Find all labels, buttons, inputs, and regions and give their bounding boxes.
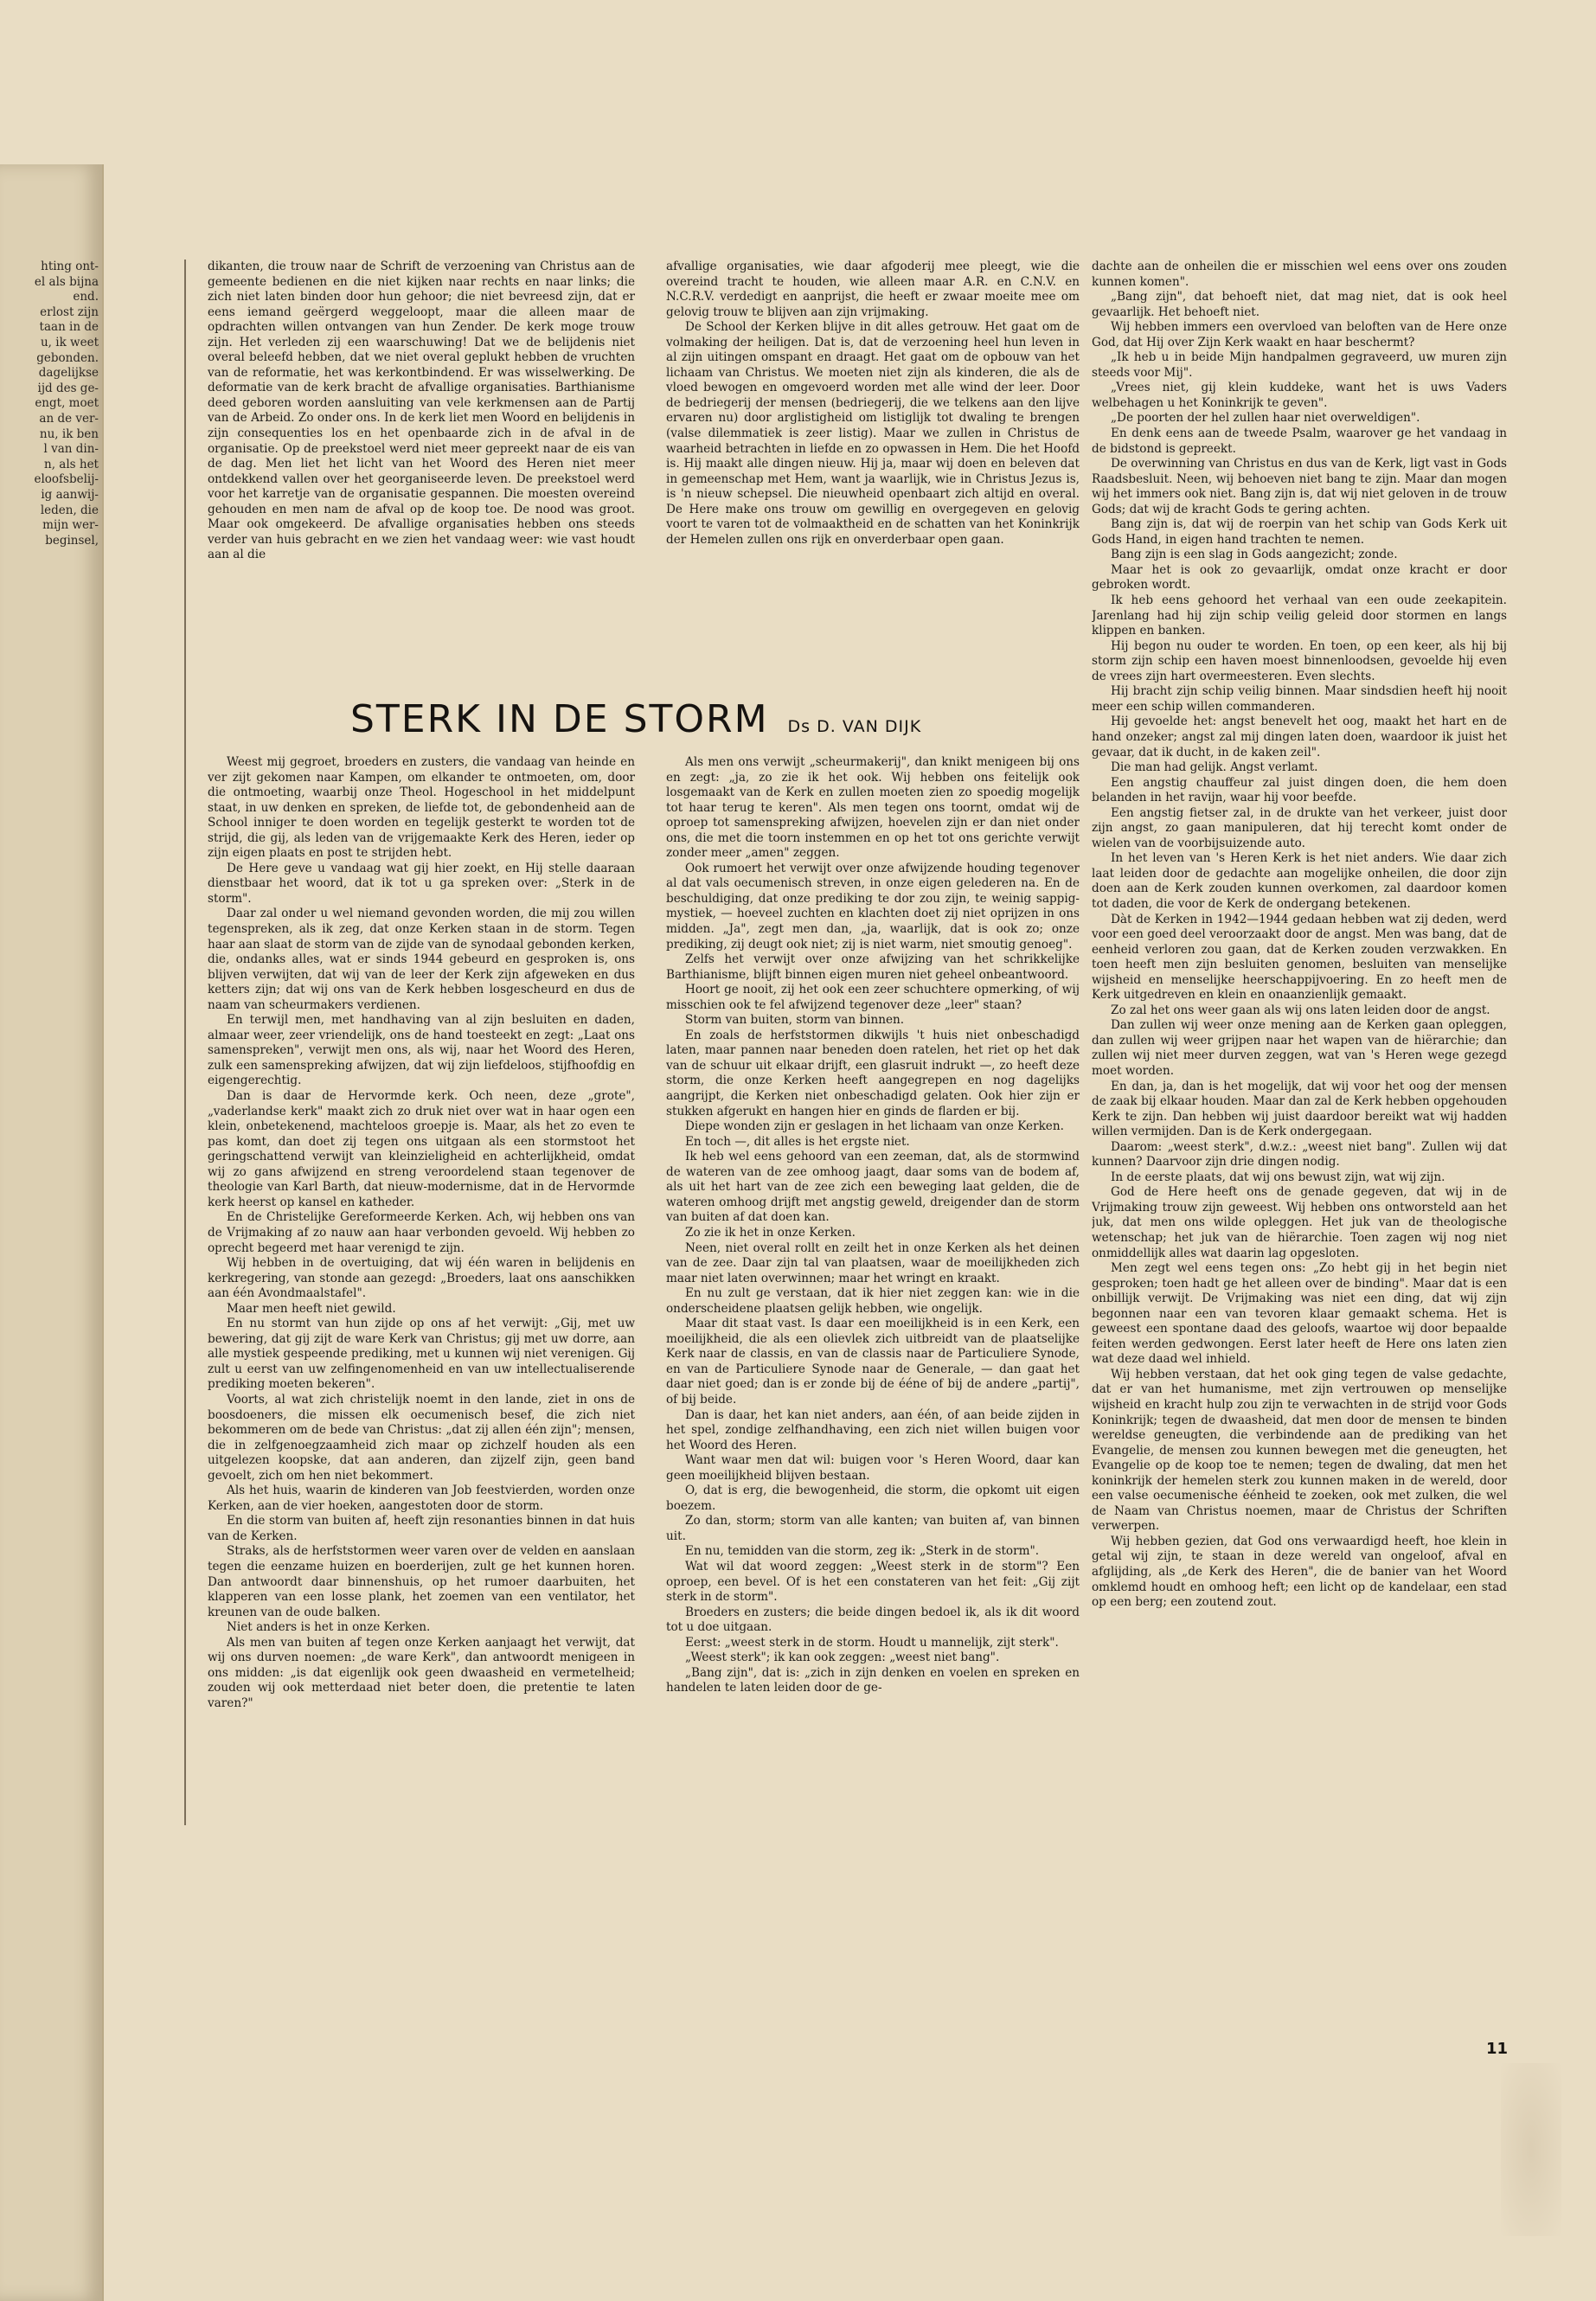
paragraph: Want waar men dat wil: buigen voor 's Heren Woord, daar kan geen moeilijkheid blijven bestaan. bbox=[666, 1453, 1080, 1483]
paragraph: In de eerste plaats, dat wij ons bewust zijn, wat wij zijn. bbox=[1111, 1170, 1445, 1184]
paragraph: De School der Kerken blijve in dit alles getrouw. Het gaat om de volmaking der heiligen. Dat is, dat de verzoening heel hun leven in al zijn uitingen omspant en draagt. Het gaat om de opbouw van het lichaam van Christus. We moeten niet zijn als kinderen, die als de vloed bewogen en omgevoerd worden met alle wind der leer. Door de bedriegerij der mensen (bedriegerij, die we telkens aan den lijve ervaren nu) door arglistigheid om listiglijk tot dwaling te brengen (valse dilemmatiek is zeer listig). Maar we zullen in Christus de waarheid betrachten in liefde en zo opwassen in Hem. Die het Hoofd is. Hij maakt alle dingen nieuw. Hij ja, maar wij doen en beleven dat in gemeenschap met Hem, want ja waarlijk, wie in Christus Jezus is, is 'n nieuw schepsel. Die nieuwheid openbaart zich altijd en overal. De Here make ons trouw om gewillig en overgegeven en gelovig voort te varen tot de volmaaktheid en de schatten van het Koninkrijk der Hemelen zullen ons rijk en onverderbaar open gaan. bbox=[666, 320, 1080, 547]
paragraph: God de Here heeft ons de genade gegeven, dat wij in de Vrijmaking trouw zijn geweest. Wij hebben ons ontworsteld aan het juk, dat men ons wilde opleggen. Het juk van de theologische wetenschap; het juk van de hiërarchie. Toen zagen wij nog niet onmiddellijk alles wat daarin lag opgesloten. bbox=[1092, 1185, 1507, 1260]
paragraph: Wij hebben immers een overvloed van beloften van de Here onze God, dat Hij over Zijn Kerk waakt en haar beschermt? bbox=[1092, 320, 1507, 349]
previous-page-fragment: mijn wer- bbox=[42, 518, 99, 533]
paragraph: Wij hebben gezien, dat God ons verwaardigd heeft, hoe klein in getal wij zijn, te staan in deze wereld van ongeloof, afval en afglijding, als „de Kerk des Heren", die de banier van het Woord omklemd houdt en omhoog heft; een licht op de kandelaar, een stad op een berg; een zoutend zout. bbox=[1092, 1534, 1507, 1610]
paragraph: Dan is daar de Hervormde kerk. Och neen, deze „grote", „vaderlandse kerk" maakt zich zo druk niet over wat in haar ogen een klein, onbetekenend, machteloos groepje is. Maar, als het zo even te pas komt, dan doet zij tegen ons uitgaan als een stormstoot het geringschattend verwijt van kleinzieligheid en achterlijkheid, omdat wij zo gans afwijzend en streng veroordelend staan tegenover de theologie van Karl Barth, dat nieuw-modernisme, dat in de Hervormde kerk heerst op kansel en katheder. bbox=[208, 1089, 635, 1209]
paragraph: Daarom: „weest sterk", d.w.z.: „weest niet bang". Zullen wij dat kunnen? Daarvoor zijn drie dingen nodig. bbox=[1092, 1139, 1507, 1170]
paragraph: En de Christelijke Gereformeerde Kerken. Ach, wij hebben ons van de Vrijmaking af zo nauw aan haar verbonden gevoeld. Wij hebben zo oprecht begeerd met haar verenigd te zijn. bbox=[208, 1210, 635, 1255]
paragraph: Hij bracht zijn schip veilig binnen. Maar sindsdien heeft hij nooit meer een schip willen commanderen. bbox=[1092, 684, 1507, 714]
article-author: Ds D. VAN DIJK bbox=[787, 717, 922, 736]
previous-page-fragment: an de ver- bbox=[39, 412, 99, 426]
paragraph: Bang zijn is een slag in Gods aangezicht; zonde. bbox=[1111, 548, 1398, 562]
previous-page-fragment: u, ik weet bbox=[40, 336, 99, 349]
paragraph: De Here geve u vandaag wat gij hier zoekt, en Hij stelle daaraan dienstbaar het woord, dat ik tot u ga spreken over: „Sterk in de storm". bbox=[208, 861, 635, 906]
paragraph: „Ik heb u in beide Mijn handpalmen gegraveerd, uw muren zijn steeds voor Mij". bbox=[1092, 350, 1507, 380]
paragraph: Weest mij gegroet, broeders en zusters, die vandaag van heinde en ver zijt gekomen naar Kampen, om elkander te ontmoeten, om, door die ontmoeting, waarbij onze Theol. Hogeschool in het middelpunt staat, in uw denken en spreken, de liefde tot, de gebondenheid aan de School inniger te doen worden en tegelijk gesterkt te worden tot de strijd, die gij, als leden van de vrijgemaakte Kerk des Heren, ieder op zijn eigen plaats en post te strijden hebt. bbox=[208, 755, 635, 861]
paragraph: dachte aan de onheilen die er misschien wel eens over ons zouden kunnen komen". bbox=[1092, 260, 1507, 289]
paragraph: Hij gevoelde het: angst benevelt het oog, maakt het hart en de hand onzeker; angst zal mij dingen laten doen, waardoor ik juist het gevaar, dat ik ducht, in de kaken zeil". bbox=[1092, 715, 1507, 760]
paragraph: Als het huis, waarin de kinderen van Job feestvierden, worden onze Kerken, aan de vier hoeken, aangestoten door de storm. bbox=[208, 1484, 635, 1513]
paragraph: En terwijl men, met handhaving van al zijn besluiten en daden, almaar weer, zeer vriendelijk, ons de hand toesteekt en zegt: „Laat ons samenspreken", verwijt men ons, als wij, naar het Woord des Heren, zulk een samenspreking afwijzen, dat wij zijn liefdeloos, stijfhoofdig en eigengerechtig. bbox=[208, 1013, 635, 1088]
paragraph: In het leven van 's Heren Kerk is het niet anders. Wie daar zich laat leiden door de gedachte aan mogelijke onheilen, die door zijn doen aan de Kerk zouden kunnen overkomen, zal daardoor komen tot daden, die voor de Kerk de ondergang betekenen. bbox=[1092, 851, 1507, 911]
paragraph: Men zegt wel eens tegen ons: „Zo hebt gij in het begin niet gesproken; toen hadt ge het alleen over de binding". Maar dat is een onbillijk verwijt. De Vrijmaking was niet een ding, dat wij zijn begonnen naar een van tevoren klaar gemaakt schema. Het is geweest een spontane daad des geloofs, waartoe wij door bepaalde feiten werden gedwongen. Eerst later heeft de Here ons laten zien wat deze daad wel inhield. bbox=[1092, 1261, 1507, 1367]
previous-page-fragment: eloofsbelij- bbox=[34, 472, 99, 487]
previous-page-fragment: ig aanwij- bbox=[41, 488, 99, 502]
previous-page-fragment: engt, moet bbox=[35, 396, 99, 411]
paragraph: Maar het is ook zo gevaarlijk, omdat onze kracht er door gebroken wordt. bbox=[1092, 562, 1507, 593]
page-number: 11 bbox=[1486, 2040, 1509, 2058]
paragraph: Een angstig chauffeur zal juist dingen doen, die hem doen belanden in het ravijn, waar hij voor beefde. bbox=[1092, 775, 1507, 805]
paragraph: Als men van buiten af tegen onze Kerken aanjaagt het verwijt, dat wij ons durven noemen: „de ware Kerk", dan antwoordt menigeen in ons midden: „is dat eigenlijk ook geen dwaasheid en vermetelheid; zouden wij ook metterdaad niet beter doen, die pretentie te laten varen?" bbox=[208, 1635, 635, 1710]
paragraph: Dan is daar, het kan niet anders, aan één, of aan beide zijden in het spel, zondige zelfhandhaving, een zich niet willen buigen voor het Woord des Heren. bbox=[666, 1407, 1080, 1452]
paragraph: En nu zult ge verstaan, dat ik hier niet zeggen kan: wie in die onderscheidene plaatsen gelijk hebben, wie ongelijk. bbox=[666, 1286, 1080, 1316]
previous-page-fragment: l van din- bbox=[43, 442, 99, 457]
paragraph: Niet anders is het in onze Kerken. bbox=[227, 1620, 431, 1635]
paragraph: Wij hebben verstaan, dat het ook ging tegen de valse gedachte, dat er van het humanisme, met zijn vertrouwen op menselijke wijsheid en kracht hulp zou zijn te verwachten in de strijd voor Gods Koninkrijk; tegen de dwaasheid, dat men door de mensen te binden wereldse geneugten, die verbindende aan de prediking van het Evangelie, de mensen zou kunnen bewegen met die geneugten, het Evangelie op de koop toe te nemen; tegen de dwaling, dat men het koninkrijk der hemelen sterk zou kunnen maken in de wereld, door een valse oecumenische éénheid te zoeken, ook met zulken, die wel de Naam van Christus noemen, maar de Christus der Schriften verwerpen. bbox=[1092, 1367, 1507, 1534]
previous-page-fragment: el als bijna bbox=[34, 274, 99, 289]
paragraph: En denk eens aan de tweede Psalm, waarover ge het vandaag in de bidstond is gepreekt. bbox=[1092, 426, 1507, 456]
article-title: STERK IN DE STORM bbox=[350, 697, 769, 741]
column-3 bbox=[1092, 260, 1507, 1994]
previous-page-fragment: dagelijkse bbox=[38, 366, 99, 381]
paragraph: Dan zullen wij weer onze mening aan de Kerken gaan opleggen, dan zullen wij weer grijpen naar het wapen van de hiërarchie; dan zullen wij niet meer durven zeggen, wat van 's Heren wege gezegd moet worden. bbox=[1092, 1018, 1507, 1078]
paragraph: En nu, temidden van die storm, zeg ik: „Sterk in de storm". bbox=[685, 1544, 1040, 1559]
paragraph: Hij begon nu ouder te worden. En toen, op een keer, als hij bij storm zijn schip een haven moest binnenloodsen, gevoelde hij even de vrees zijn hart overmeesteren. Even slechts. bbox=[1092, 638, 1507, 683]
previous-page-fragment: beginsel, bbox=[45, 533, 99, 548]
previous-page-fragment: end. bbox=[73, 290, 99, 304]
previous-page-fragment: ijd des ge- bbox=[37, 381, 99, 395]
paragraph: Ook rumoert het verwijt over onze afwijzende houding tegenover al dat vals oecumenisch streven, in onze eigen gelederen na. En de beschuldiging, dat onze prediking te dor zou zijn, te weinig sappig-mystiek, — hoeveel zuchten en klachten doet zij niet oprijzen in ons midden. „Ja", zegt men dan, „ja, waarlijk, dat is ook zo; onze prediking, zij deugt ook niet; zij is niet warm, niet smoutig genoeg". bbox=[666, 861, 1080, 952]
article-heading bbox=[350, 697, 1094, 749]
paragraph: „Bang zijn", dat behoeft niet, dat mag niet, dat is ook heel gevaarlijk. Het behoeft niet. bbox=[1092, 290, 1507, 319]
paragraph: Als men ons verwijt „scheurmakerij", dan knikt menigeen bij ons en zegt: „ja, zo zie ik het ook. Wij hebben ons feitelijk ook losgemaakt van de Kerk en zullen moeten zien zo spoedig mogelijk tot haar terug te keren". Als men tegen ons toornt, omdat wij de oproep tot samenspreking afwijzen, hoevelen zijn er dan niet onder ons, die met die toorn instemmen en op het tot ons gerichte verwijt zonder meer „amen" zeggen. bbox=[666, 755, 1080, 861]
paragraph: Storm van buiten, storm van binnen. bbox=[685, 1013, 905, 1028]
paragraph: Maar dit staat vast. Is daar een moeilijkheid is in een Kerk, een moeilijkheid, die als een olievlek zich uitbreidt van de plaatselijke Kerk naar de classis, en van de classis naar de Particuliere Synode, en van de Particuliere Synode naar de Generale, — dan gaat het daar niet goed; dan is er zonde bij de ééne of bij de andere „partij", of bij beide. bbox=[666, 1317, 1080, 1407]
paragraph: Wij hebben in de overtuiging, dat wij één waren in belijdenis en kerkregering, van stonde aan gezegd: „Broeders, laat ons aanschikken aan één Avondmaalstafel". bbox=[208, 1256, 635, 1301]
previous-page-fragment: erlost zijn bbox=[40, 304, 99, 319]
previous-page-fragment: taan in de bbox=[39, 320, 99, 335]
paragraph: Zo dan, storm; storm van alle kanten; van buiten af, van binnen uit. bbox=[666, 1514, 1080, 1543]
paragraph: Eerst: „weest sterk in de storm. Houdt u mannelijk, zijt sterk". bbox=[685, 1635, 1059, 1650]
paragraph: Ik heb wel eens gehoord van een zeeman, dat, als de stormwind de wateren van de zee omhoog jaagt, daar soms van de bodem af, als uit het hart van de zee zich een beweging laat gelden, die de wateren omhoog drijft met angstig geweld, dreigender dan de storm van buiten af dat doen kan. bbox=[666, 1150, 1080, 1225]
previous-page-fragment: gebonden. bbox=[36, 350, 99, 365]
paragraph: Zo zal het ons weer gaan als wij ons laten leiden door de angst. bbox=[1111, 1003, 1490, 1017]
previous-page-fragment: nu, ik ben bbox=[39, 426, 99, 441]
paragraph: Wat wil dat woord zeggen: „Weest sterk in de storm"? Een oproep, een bevel. Of is het een constateren van het feit: „Gij zijt sterk in de storm". bbox=[666, 1559, 1080, 1605]
paragraph: Voorts, al wat zich christelijk noemt in den lande, ziet in ons de boosdoeners, die missen elk oecumenisch besef, die zich niet bekommeren om de bede van Christus: „dat zij allen één zijn"; mensen, die in zelfgenoegzaamheid zich maar op zichzelf houden als een uitgelezen koopske, dat aan anderen, dan zijzelf zijn, geen band gevoelt, zich om hen niet bekommert. bbox=[208, 1392, 635, 1483]
paragraph: „De poorten der hel zullen haar niet overweldigen". bbox=[1111, 411, 1420, 426]
paragraph: En dan, ja, dan is het mogelijk, dat wij voor het oog der mensen de zaak bij elkaar houden. Maar dan zal de Kerk hebben opgehouden Kerk te zijn. Dan hebben wij juist daardoor bereikt wat wij hadden willen vermijden. Dan is de Kerk ondergegaan. bbox=[1092, 1079, 1507, 1139]
paragraph: Een angstig fietser zal, in de drukte van het verkeer, juist door zijn angst, zo gaan manipuleren, dat hij terecht komt onder de wielen van de voorbijsuizende auto. bbox=[1092, 805, 1507, 850]
paragraph: Zo zie ik het in onze Kerken. bbox=[685, 1225, 856, 1240]
paragraph: Neen, niet overal rollt en zeilt het in onze Kerken als het deinen van de zee. Daar zijn tal van plaatsen, waar de moeilijkheden zich maar niet laten overwinnen; maar het wringt en kraakt. bbox=[666, 1240, 1080, 1285]
paragraph: Dàt de Kerken in 1942—1944 gedaan hebben wat zij deden, werd voor een goed deel veroorzaakt door de angst. Men was bang, dat de eenheid verloren zou gaan, dat de Kerken zouden verzwakken. En toen heeft men zijn besluiten genomen, besluiten van menselijke wijsheid en menselijke heerschappijvoering. En zo heeft men de Kerk uitgedreven en klein en onaanzienlijk gemaakt. bbox=[1092, 912, 1507, 1003]
paragraph: En zoals de herfststormen dikwijls 't huis niet onbeschadigd laten, maar pannen naar beneden doen ratelen, het riet op het dak van de schuur uit elkaar drijft, een glasruit indrukt —, zo heeft deze storm, die onze Kerken heeft aangegrepen en nog dagelijks aangrijpt, die Kerken niet onbeschadigd gelaten. Ook hier zijn er stukken afgerukt en hangen hier en ginds de flarden er bij. bbox=[666, 1028, 1080, 1118]
column-rule bbox=[184, 260, 186, 1825]
paragraph: En toch —, dit alles is het ergste niet. bbox=[685, 1134, 910, 1149]
paper-stain bbox=[1501, 2063, 1561, 2236]
column-1-top bbox=[208, 260, 635, 683]
column-2-top bbox=[666, 260, 1080, 683]
column-2-bottom bbox=[666, 755, 1080, 1994]
paragraph: Broeders en zusters; die beide dingen bedoel ik, als ik dit woord tot u doe uitgaan. bbox=[666, 1605, 1080, 1635]
paragraph: Ik heb eens gehoord het verhaal van een oude zeekapitein. Jarenlang had hij zijn schip veilig geleid door stormen en langs klippen en banken. bbox=[1092, 593, 1507, 638]
paragraph: „Bang zijn", dat is: „zich in zijn denken en voelen en spreken en handelen te laten leiden door de ge- bbox=[666, 1665, 1080, 1695]
paragraph: Hoort ge nooit, zij het ook een zeer schuchtere opmerking, of wij misschien ook te fel afwijzend tegenover deze „leer" staan? bbox=[666, 983, 1080, 1012]
paragraph: En nu stormt van hun zijde op ons af het verwijt: „Gij, met uw bewering, dat gij zijt de ware Kerk van Christus; gij met uw dorre, aan alle mystiek gespeende prediking, met u kunnen wij niet verenigen. Gij zult u eerst van uw zelfingenomenheid en van uw intellectualiserende prediking moeten bekeren". bbox=[208, 1317, 635, 1392]
paragraph: Daar zal onder u wel niemand gevonden worden, die mij zou willen tegenspreken, als ik zeg, dat onze Kerken staan in de storm. Tegen haar aan slaat de storm van de zijde van de synodaal gebonden kerken, die, ondanks alles, wat er sinds 1944 gebeurd en gesproken is, ons blijven verwijten, dat wij van de leer der Kerk zijn afgeweken en dus ketters zijn; dat wij ons van de Kerk hebben losgescheurd en dus de naam van scheurmakers verdienen. bbox=[208, 907, 635, 1012]
paragraph: Die man had gelijk. Angst verlamt. bbox=[1111, 760, 1318, 775]
paragraph: Diepe wonden zijn er geslagen in het lichaam van onze Kerken. bbox=[685, 1119, 1064, 1134]
paragraph: O, dat is erg, die bewogenheid, die storm, die opkomt uit eigen boezem. bbox=[666, 1484, 1080, 1513]
paragraph: Straks, als de herfststormen weer varen over de velden en aanslaan tegen die eenzame huizen en boerderijen, zult ge het kunnen horen. Dan antwoordt daar binnenshuis, op het rumoer daarbuiten, het klapperen van een losse plank, het zoemen van een ventilator, het kreunen van de oude balken. bbox=[208, 1544, 635, 1619]
paragraph: „Vrees niet, gij klein kuddeke, want het is uws Vaders welbehagen u het Koninkrijk te geven". bbox=[1092, 381, 1507, 410]
previous-page-fragment: leden, die bbox=[40, 503, 99, 517]
paragraph: Zelfs het verwijt over onze afwijzing van het schrikkelijke Barthianisme, blijft binnen eigen muren niet geheel onbeantwoord. bbox=[666, 952, 1080, 982]
previous-page-fragment: n, als het bbox=[44, 457, 99, 471]
column-1-bottom bbox=[208, 755, 635, 1994]
paragraph: Bang zijn is, dat wij de roerpin van het schip van Gods Kerk uit Gods Hand, in eigen hand trachten te nemen. bbox=[1092, 517, 1507, 547]
previous-page-edge bbox=[0, 164, 104, 2301]
previous-page-fragment: hting ont- bbox=[41, 260, 99, 273]
paragraph: De overwinning van Christus en dus van de Kerk, ligt vast in Gods Raadsbesluit. Neen, wij behoeven niet bang te zijn. Maar dan mogen wij het immers ook niet. Bang zijn is, dat wij niet geloven in de trouw Gods; dat wij de kracht Gods te gering achten. bbox=[1092, 457, 1507, 516]
paragraph: dikanten, die trouw naar de Schrift de verzoening van Christus aan de gemeente bedienen en die niet kijken naar rechts en naar links; die zich niet laten binden door hun gehoor; die niet bevreesd zijn, dat er eens iemand geërgerd weggeloopt, maar die alleen maar de opdrachten willen ontvangen van hun Zender. De kerk moge trouw zijn. Het verleden zij een waarschuwing! Dat we de belijdenis niet overal beleefd hebben, dat we niet overal geplukt hebben de vruchten van de reformatie, het was kerkontbindend. Er was wisselwerking. De deformatie van de kerk bracht de afvallige organisaties. Barthianisme deed geboren worden aansluiting van vele kerkmensen aan de Partij van de Arbeid. Zo onder ons. In de kerk liet men Woord en belijdenis in zijn consequenties los en het openbaarde zich in de afval in de organisatie. Op de preekstoel werd niet meer gepreekt naar de eis van de dag. Men liet het licht van het Woord des Heren niet meer ontdekkend vallen over het georganiseerde leven. De preekstoel werd voor het karretje van de organisatie gespannen. Die moesten overeind gehouden en men nam de afval op de koop toe. De nood was groot. Maar ook omgekeerd. De afvallige organisaties hebben ons steeds verder van huis gebracht en we zien het vandaag weer: wie vast houdt aan al die bbox=[208, 260, 635, 562]
paragraph: En die storm van buiten af, heeft zijn resonanties binnen in dat huis van de Kerken. bbox=[208, 1514, 635, 1543]
paragraph: afvallige organisaties, wie daar afgoderij mee pleegt, wie die overeind tracht te houden, wie alleen maar A.R. en C.N.V. en N.C.R.V. verdedigt en aanprijst, die heeft er zwaar moeite mee om gelovig trouw te blijven aan zijn vrijmaking. bbox=[666, 260, 1080, 319]
paragraph: Maar men heeft niet gewild. bbox=[227, 1301, 396, 1316]
paragraph: „Weest sterk"; ik kan ook zeggen: „weest niet bang". bbox=[685, 1650, 1000, 1665]
